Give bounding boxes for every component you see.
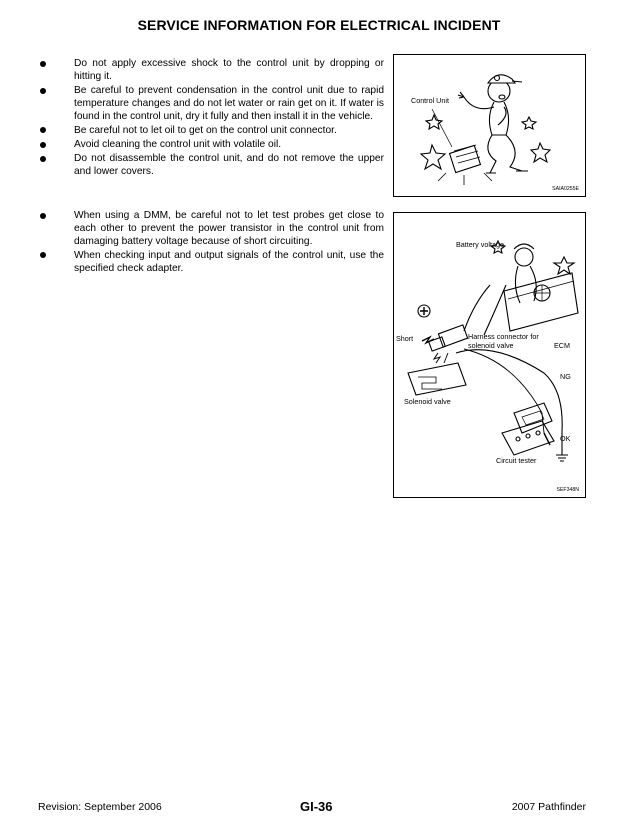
list-item-text: Be careful not to let oil to get on the control unit connector. bbox=[74, 124, 337, 136]
circuit-tester-illustration bbox=[394, 213, 585, 497]
bullet-icon bbox=[40, 127, 46, 133]
ok-label: OK bbox=[560, 434, 571, 443]
list-item bbox=[38, 139, 384, 152]
solenoid-valve-label: Solenoid valve bbox=[404, 397, 451, 406]
list-item bbox=[38, 125, 384, 138]
harness-connector-label: Harness connector for solenoid valve bbox=[468, 332, 539, 350]
page-title: SERVICE INFORMATION FOR ELECTRICAL INCIDENT bbox=[137, 17, 501, 33]
list-item bbox=[38, 153, 384, 179]
dmm-precaution-list bbox=[38, 210, 384, 277]
circuit-tester-label: Circuit tester bbox=[496, 456, 537, 465]
short-label: Short bbox=[396, 334, 414, 343]
control-unit-drop-figure bbox=[393, 54, 586, 197]
list-item-text: When using a DMM, be careful not to let test probes get close to each other to prevent the power transistor in the control unit from damaging battery voltage because of short circuiting. bbox=[74, 210, 384, 247]
footer-page-number: GI-36 bbox=[300, 799, 333, 814]
list-item-text: Avoid cleaning the control unit with volatile oil. bbox=[74, 139, 282, 150]
footer-model: 2007 Pathfinder bbox=[511, 801, 586, 813]
list-item bbox=[38, 85, 384, 124]
circuit-tester-figure bbox=[393, 212, 586, 498]
ng-label: NG bbox=[560, 372, 571, 381]
bullet-icon bbox=[40, 88, 46, 94]
dropped-control-unit-illustration bbox=[394, 55, 585, 196]
ecm-label: ECM bbox=[554, 341, 570, 350]
list-item-text: Do not disassemble the control unit, and do not remove the upper and lower covers. bbox=[74, 153, 384, 177]
list-item-text: When checking input and output signals of the control unit, use the specified check adapter. bbox=[74, 249, 384, 274]
list-item bbox=[38, 250, 384, 276]
bullet-icon bbox=[40, 142, 46, 148]
bullet-icon bbox=[40, 61, 46, 67]
control-unit-label: Control Unit bbox=[411, 96, 449, 105]
figure-code: SEF348N bbox=[556, 487, 579, 493]
list-item bbox=[38, 210, 384, 249]
precaution-list bbox=[38, 58, 384, 180]
list-item bbox=[38, 58, 384, 84]
footer-revision: Revision: September 2006 bbox=[38, 801, 162, 813]
list-item-text: Be careful to prevent condensation in the control unit due to rapid temperature changes and do not let water or rain get on it. If water is found in the control unit, dry it fully and then install it in the vehicle. bbox=[74, 85, 384, 122]
list-item-text: Do not apply excessive shock to the control unit by dropping or hitting it. bbox=[74, 58, 384, 82]
figure-code: SAIA0255E bbox=[552, 186, 579, 192]
bullet-icon bbox=[40, 213, 46, 219]
battery-voltage-label: Battery voltage bbox=[456, 240, 504, 249]
bullet-icon bbox=[40, 156, 46, 162]
bullet-icon bbox=[40, 252, 46, 258]
